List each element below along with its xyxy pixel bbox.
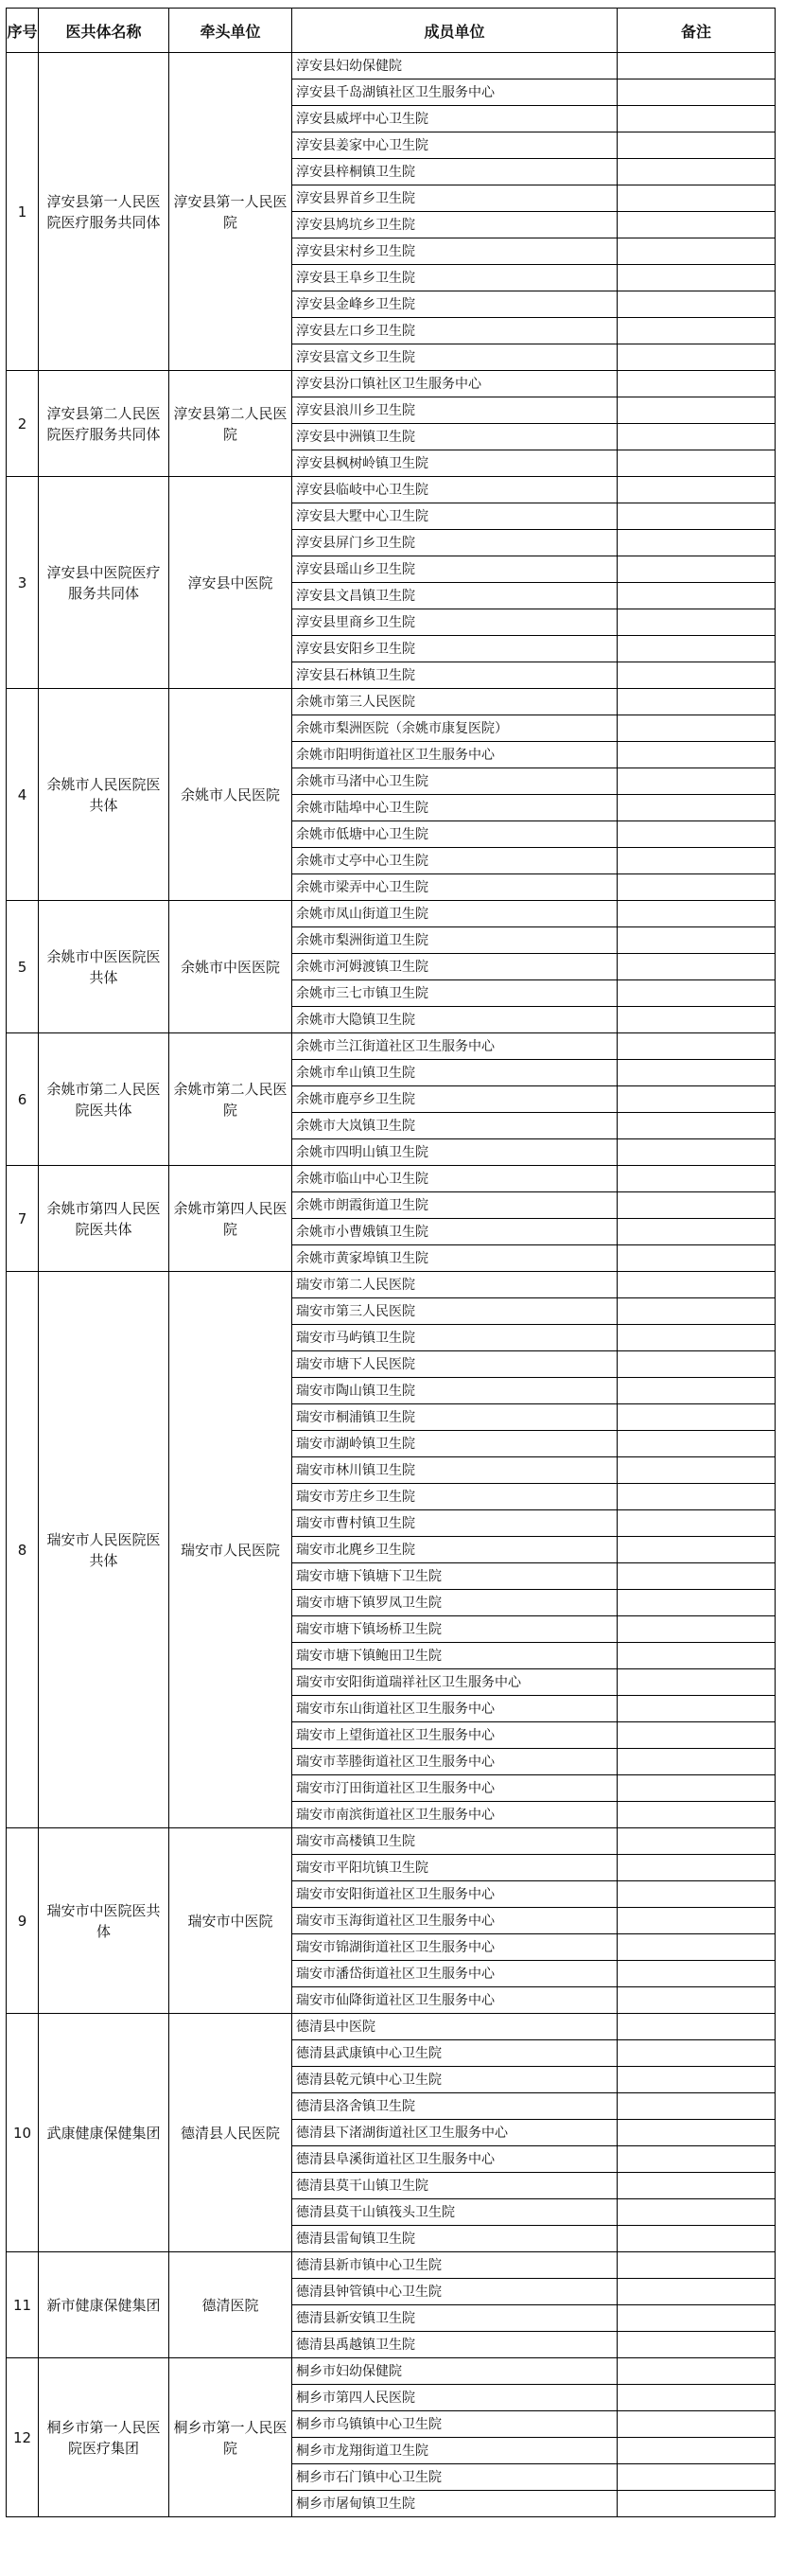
group-lead-unit: 淳安县第一人民医院 [169,53,292,371]
note-cell [618,344,776,371]
member-unit: 淳安县鸠坑乡卫生院 [292,212,618,238]
note-cell [618,1881,776,1908]
note-cell [618,1590,776,1616]
note-cell [618,848,776,874]
group-seq: 1 [7,53,39,371]
group-lead-unit: 德清县人民医院 [169,2014,292,2252]
note-cell [618,1139,776,1166]
note-cell [618,2305,776,2332]
note-cell [618,1378,776,1404]
group-lead-unit: 余姚市人民医院 [169,689,292,901]
note-cell [618,1616,776,1643]
member-unit: 淳安县千岛湖镇社区卫生服务中心 [292,79,618,106]
note-cell [618,1007,776,1033]
note-cell [618,1219,776,1245]
member-unit: 瑞安市桐浦镇卫生院 [292,1404,618,1431]
group-name: 武康健康保健集团 [39,2014,169,2252]
member-unit: 淳安县瑶山乡卫生院 [292,556,618,583]
note-cell [618,1033,776,1060]
note-cell [618,742,776,768]
table-row [7,477,776,503]
member-unit: 瑞安市仙降街道社区卫生服务中心 [292,1987,618,2014]
table-row [7,1272,776,1298]
note-cell [618,2358,776,2385]
member-unit: 桐乡市妇幼保健院 [292,2358,618,2385]
note-cell [618,636,776,662]
member-unit: 淳安县石林镇卫生院 [292,662,618,689]
note-cell [618,1855,776,1881]
note-cell [618,1669,776,1696]
note-cell [618,79,776,106]
member-unit: 余姚市大隐镇卫生院 [292,1007,618,1033]
group-lead-unit: 淳安县第二人民医院 [169,371,292,477]
table-row [7,53,776,79]
note-cell [618,397,776,424]
member-unit: 淳安县屏门乡卫生院 [292,530,618,556]
note-cell [618,371,776,397]
note-cell [618,1802,776,1828]
group-seq: 9 [7,1828,39,2014]
member-unit: 余姚市梁弄中心卫生院 [292,874,618,901]
note-cell [618,1086,776,1113]
member-unit: 桐乡市龙翔街道卫生院 [292,2438,618,2464]
note-cell [618,1325,776,1351]
group-lead-unit: 余姚市第四人民医院 [169,1166,292,1272]
member-unit: 瑞安市平阳坑镇卫生院 [292,1855,618,1881]
table-row [7,1033,776,1060]
member-unit: 桐乡市乌镇镇中心卫生院 [292,2411,618,2438]
note-cell [618,1828,776,1855]
note-cell [618,159,776,185]
table-body [7,53,776,2517]
note-cell [618,132,776,159]
note-cell [618,1457,776,1484]
member-unit: 德清县新安镇卫生院 [292,2305,618,2332]
note-cell [618,1749,776,1775]
member-unit: 瑞安市汀田街道社区卫生服务中心 [292,1775,618,1802]
member-unit: 余姚市阳明街道社区卫生服务中心 [292,742,618,768]
note-cell [618,2438,776,2464]
group-seq: 4 [7,689,39,901]
table-row [7,1828,776,1855]
member-unit: 淳安县汾口镇社区卫生服务中心 [292,371,618,397]
member-unit: 淳安县宋村乡卫生院 [292,238,618,265]
note-cell [618,583,776,609]
header-seq: 序号 [7,9,39,53]
table-row [7,2358,776,2385]
note-cell [618,1060,776,1086]
member-unit: 淳安县浪川乡卫生院 [292,397,618,424]
note-cell [618,2067,776,2093]
header-row [7,9,776,53]
member-unit: 瑞安市潘岱街道社区卫生服务中心 [292,1961,618,1987]
member-unit: 瑞安市林川镇卫生院 [292,1457,618,1484]
group-lead-unit: 瑞安市中医院 [169,1828,292,2014]
note-cell [618,1113,776,1139]
note-cell [618,265,776,291]
member-unit: 瑞安市塘下人民医院 [292,1351,618,1378]
note-cell [618,1510,776,1537]
member-unit: 瑞安市马屿镇卫生院 [292,1325,618,1351]
note-cell [618,954,776,980]
group-name: 淳安县中医院医疗服务共同体 [39,477,169,689]
group-name: 桐乡市第一人民医院医疗集团 [39,2358,169,2517]
table-row [7,689,776,715]
member-unit: 瑞安市玉海街道社区卫生服务中心 [292,1908,618,1934]
header-notes: 备注 [618,9,776,53]
member-unit: 德清县阜溪街道社区卫生服务中心 [292,2146,618,2173]
member-unit: 德清县武康镇中心卫生院 [292,2040,618,2067]
group-lead-unit: 桐乡市第一人民医院 [169,2358,292,2517]
note-cell [618,2464,776,2491]
note-cell [618,556,776,583]
member-unit: 德清县中医院 [292,2014,618,2040]
note-cell [618,477,776,503]
member-unit: 瑞安市上望街道社区卫生服务中心 [292,1722,618,1749]
member-unit: 淳安县左口乡卫生院 [292,318,618,344]
member-unit: 瑞安市曹村镇卫生院 [292,1510,618,1537]
member-unit: 淳安县妇幼保健院 [292,53,618,79]
note-cell [618,2093,776,2120]
note-cell [618,1643,776,1669]
member-unit: 桐乡市石门镇中心卫生院 [292,2464,618,2491]
table-row [7,371,776,397]
header-members: 成员单位 [292,9,618,53]
table-row [7,2252,776,2279]
member-unit: 余姚市朗霞街道卫生院 [292,1192,618,1219]
member-unit: 瑞安市锦湖街道社区卫生服务中心 [292,1934,618,1961]
member-unit: 余姚市大岚镇卫生院 [292,1113,618,1139]
note-cell [618,2385,776,2411]
group-name: 余姚市中医医院医共体 [39,901,169,1033]
note-cell [618,1987,776,2014]
member-unit: 瑞安市塘下镇鲍田卫生院 [292,1643,618,1669]
note-cell [618,1245,776,1272]
member-unit: 桐乡市屠甸镇卫生院 [292,2491,618,2517]
note-cell [618,2146,776,2173]
note-cell [618,689,776,715]
group-name: 淳安县第二人民医院医疗服务共同体 [39,371,169,477]
member-unit: 淳安县富文乡卫生院 [292,344,618,371]
member-unit: 德清县洛舍镇卫生院 [292,2093,618,2120]
note-cell [618,2120,776,2146]
group-name: 余姚市人民医院医共体 [39,689,169,901]
member-unit: 德清县新市镇中心卫生院 [292,2252,618,2279]
member-unit: 余姚市鹿亭乡卫生院 [292,1086,618,1113]
group-seq: 6 [7,1033,39,1166]
member-unit: 瑞安市高楼镇卫生院 [292,1828,618,1855]
note-cell [618,424,776,450]
member-unit: 瑞安市安阳街道社区卫生服务中心 [292,1881,618,1908]
note-cell [618,662,776,689]
member-unit: 德清县莫干山镇筏头卫生院 [292,2199,618,2226]
note-cell [618,2040,776,2067]
group-lead-unit: 余姚市第二人民医院 [169,1033,292,1166]
member-unit: 淳安县王阜乡卫生院 [292,265,618,291]
member-unit: 德清县禹越镇卫生院 [292,2332,618,2358]
note-cell [618,2491,776,2517]
member-unit: 德清县下渚湖街道社区卫生服务中心 [292,2120,618,2146]
note-cell [618,503,776,530]
member-unit: 瑞安市陶山镇卫生院 [292,1378,618,1404]
member-unit: 瑞安市南滨街道社区卫生服务中心 [292,1802,618,1828]
note-cell [618,1908,776,1934]
member-unit: 淳安县临岐中心卫生院 [292,477,618,503]
note-cell [618,715,776,742]
note-cell [618,2332,776,2358]
note-cell [618,609,776,636]
member-unit: 余姚市三七市镇卫生院 [292,980,618,1007]
group-name: 瑞安市人民医院医共体 [39,1272,169,1828]
note-cell [618,291,776,318]
note-cell [618,1431,776,1457]
note-cell [618,2226,776,2252]
note-cell [618,450,776,477]
note-cell [618,1192,776,1219]
member-unit: 淳安县界首乡卫生院 [292,185,618,212]
group-seq: 2 [7,371,39,477]
note-cell [618,106,776,132]
table-row [7,901,776,927]
member-unit: 淳安县威坪中心卫生院 [292,106,618,132]
note-cell [618,185,776,212]
note-cell [618,1722,776,1749]
table-row [7,2014,776,2040]
note-cell [618,901,776,927]
note-cell [618,2279,776,2305]
group-name: 余姚市第四人民医院医共体 [39,1166,169,1272]
group-name: 余姚市第二人民医院医共体 [39,1033,169,1166]
note-cell [618,1934,776,1961]
member-unit: 瑞安市湖岭镇卫生院 [292,1431,618,1457]
group-seq: 10 [7,2014,39,2252]
note-cell [618,795,776,821]
member-unit: 淳安县梓桐镇卫生院 [292,159,618,185]
member-unit: 德清县乾元镇中心卫生院 [292,2067,618,2093]
member-unit: 瑞安市北麂乡卫生院 [292,1537,618,1563]
note-cell [618,1775,776,1802]
note-cell [618,1696,776,1722]
member-unit: 淳安县里商乡卫生院 [292,609,618,636]
member-unit: 余姚市梨洲医院（余姚市康复医院） [292,715,618,742]
member-unit: 余姚市梨洲街道卫生院 [292,927,618,954]
note-cell [618,2199,776,2226]
member-unit: 淳安县文昌镇卫生院 [292,583,618,609]
note-cell [618,768,776,795]
member-unit: 瑞安市第三人民医院 [292,1298,618,1325]
member-unit: 余姚市低塘中心卫生院 [292,821,618,848]
note-cell [618,530,776,556]
member-unit: 淳安县金峰乡卫生院 [292,291,618,318]
member-unit: 瑞安市莘塍街道社区卫生服务中心 [292,1749,618,1775]
member-unit: 余姚市马渚中心卫生院 [292,768,618,795]
header-lead: 牵头单位 [169,9,292,53]
member-unit: 瑞安市芳庄乡卫生院 [292,1484,618,1510]
medical-alliance-table [6,8,776,2517]
note-cell [618,238,776,265]
member-unit: 瑞安市第二人民医院 [292,1272,618,1298]
member-unit: 瑞安市塘下镇场桥卫生院 [292,1616,618,1643]
note-cell [618,874,776,901]
group-name: 新市健康保健集团 [39,2252,169,2358]
member-unit: 淳安县大墅中心卫生院 [292,503,618,530]
member-unit: 瑞安市东山街道社区卫生服务中心 [292,1696,618,1722]
table-row [7,1166,776,1192]
note-cell [618,1563,776,1590]
member-unit: 余姚市四明山镇卫生院 [292,1139,618,1166]
note-cell [618,1404,776,1431]
member-unit: 余姚市黄家埠镇卫生院 [292,1245,618,1272]
note-cell [618,1961,776,1987]
note-cell [618,53,776,79]
note-cell [618,2252,776,2279]
member-unit: 德清县莫干山镇卫生院 [292,2173,618,2199]
group-lead-unit: 瑞安市人民医院 [169,1272,292,1828]
member-unit: 余姚市凤山街道卫生院 [292,901,618,927]
member-unit: 余姚市陆埠中心卫生院 [292,795,618,821]
member-unit: 德清县钟管镇中心卫生院 [292,2279,618,2305]
group-lead-unit: 德清医院 [169,2252,292,2358]
member-unit: 淳安县中洲镇卫生院 [292,424,618,450]
note-cell [618,1272,776,1298]
member-unit: 余姚市丈亭中心卫生院 [292,848,618,874]
member-unit: 瑞安市塘下镇罗凤卫生院 [292,1590,618,1616]
member-unit: 余姚市兰江街道社区卫生服务中心 [292,1033,618,1060]
note-cell [618,1351,776,1378]
note-cell [618,1166,776,1192]
member-unit: 余姚市牟山镇卫生院 [292,1060,618,1086]
group-seq: 11 [7,2252,39,2358]
note-cell [618,212,776,238]
group-seq: 5 [7,901,39,1033]
note-cell [618,2173,776,2199]
note-cell [618,2411,776,2438]
member-unit: 淳安县姜家中心卫生院 [292,132,618,159]
member-unit: 余姚市第三人民医院 [292,689,618,715]
note-cell [618,1298,776,1325]
note-cell [618,980,776,1007]
member-unit: 淳安县安阳乡卫生院 [292,636,618,662]
member-unit: 瑞安市安阳街道瑞祥社区卫生服务中心 [292,1669,618,1696]
group-name: 淳安县第一人民医院医疗服务共同体 [39,53,169,371]
group-name: 瑞安市中医院医共体 [39,1828,169,2014]
member-unit: 余姚市小曹娥镇卫生院 [292,1219,618,1245]
group-seq: 3 [7,477,39,689]
member-units-table-sheet [6,8,775,2568]
group-lead-unit: 余姚市中医医院 [169,901,292,1033]
member-unit: 淳安县枫树岭镇卫生院 [292,450,618,477]
group-seq: 7 [7,1166,39,1272]
note-cell [618,927,776,954]
group-seq: 12 [7,2358,39,2517]
member-unit: 余姚市河姆渡镇卫生院 [292,954,618,980]
note-cell [618,1537,776,1563]
member-unit: 桐乡市第四人民医院 [292,2385,618,2411]
note-cell [618,821,776,848]
member-unit: 瑞安市塘下镇塘下卫生院 [292,1563,618,1590]
note-cell [618,2014,776,2040]
member-unit: 德清县雷甸镇卫生院 [292,2226,618,2252]
member-unit: 余姚市临山中心卫生院 [292,1166,618,1192]
group-lead-unit: 淳安县中医院 [169,477,292,689]
note-cell [618,318,776,344]
header-name: 医共体名称 [39,9,169,53]
group-seq: 8 [7,1272,39,1828]
note-cell [618,1484,776,1510]
